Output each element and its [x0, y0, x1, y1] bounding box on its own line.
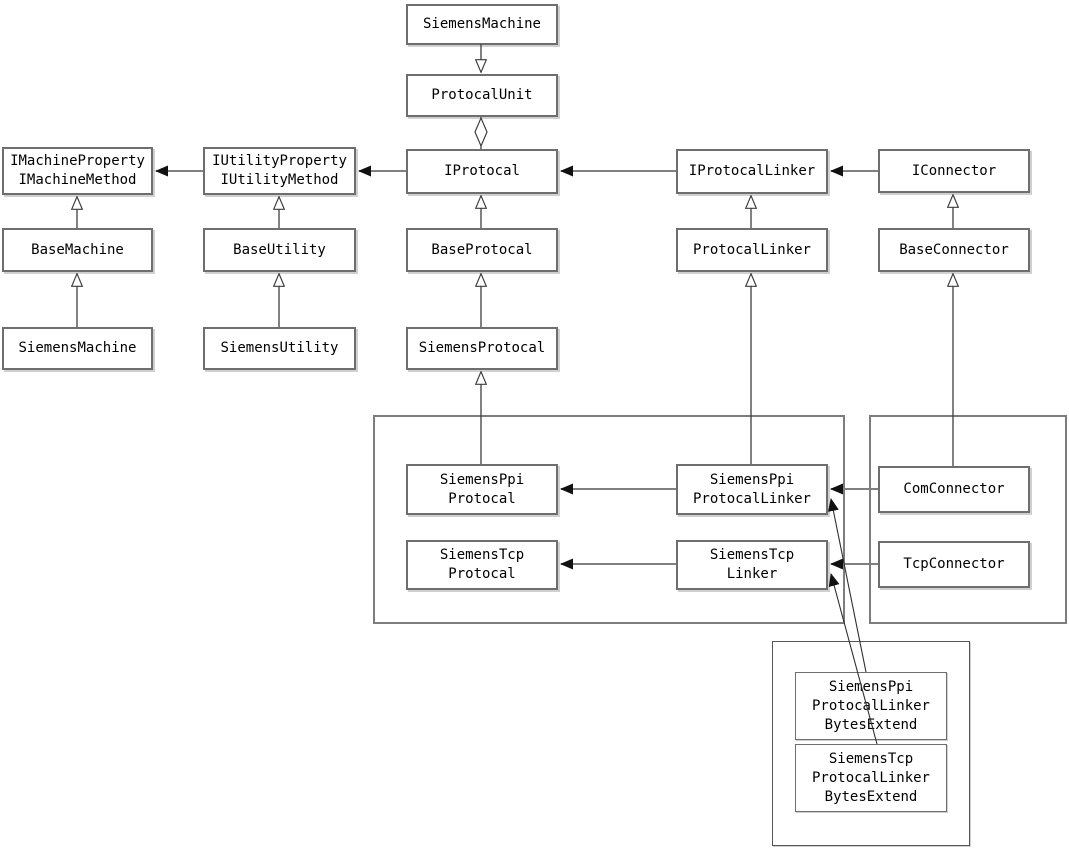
class-label: SiemensPpi	[709, 471, 795, 488]
class-box-siemens-utility	[203, 327, 356, 370]
class-label: Protocal	[448, 566, 516, 582]
aggregation-edge-protocalunit-iprotocal	[475, 117, 487, 149]
class-label: SiemensProtocal	[418, 340, 546, 356]
class-box-siemens-ppi-protocal-linker-bytes-extend	[795, 672, 947, 740]
class-label: BytesExtend	[824, 788, 918, 805]
class-box-iconnector	[878, 149, 1030, 193]
class-box-base-machine	[2, 228, 153, 272]
class-label: IUtilityMethod	[220, 172, 339, 188]
class-label: SiemensMachine	[18, 340, 137, 356]
class-box-iutility-property-method	[203, 147, 356, 195]
class-label: TcpConnector	[903, 556, 1005, 572]
aggregation-diamond-icon	[475, 118, 487, 146]
class-label: IConnector	[911, 162, 997, 179]
class-box-siemens-tcp-linker	[676, 540, 828, 590]
class-label: SiemensTcp	[709, 547, 795, 563]
class-label: ComConnector	[903, 481, 1005, 497]
class-box-siemens-ppi-protocal-linker	[676, 464, 828, 515]
class-label: SiemensTcp	[439, 547, 525, 563]
class-box-protocal-linker	[676, 228, 828, 272]
class-label: SiemensPpi	[439, 471, 525, 488]
group-box-protocal-linker-pairs	[373, 415, 845, 624]
class-box-siemens-protocal	[406, 327, 558, 370]
class-label: ProtocalLinker	[811, 769, 930, 786]
class-box-iprotocal	[406, 149, 558, 194]
class-label: IMachineMethod	[18, 172, 137, 188]
class-box-iprotocal-linker	[676, 149, 828, 194]
class-box-base-utility	[203, 228, 356, 272]
class-label: BaseConnector	[899, 241, 1009, 258]
class-box-base-protocal	[406, 228, 558, 272]
class-label: BytesExtend	[824, 716, 918, 733]
class-label: IMachineProperty	[10, 153, 145, 169]
class-label: ProtocalLinker	[811, 697, 930, 714]
class-label: ProtocalUnit	[431, 87, 533, 103]
class-box-protocal-unit	[406, 74, 558, 117]
class-box-com-connector	[878, 466, 1030, 513]
class-box-siemens-tcp-protocal-linker-bytes-extend	[795, 744, 947, 812]
class-label: IUtilityProperty	[212, 153, 347, 169]
class-label: SiemensPpi	[828, 678, 914, 695]
class-box-tcp-connector	[878, 541, 1030, 588]
class-label: ProtocalLinker	[692, 490, 811, 507]
class-box-base-connector	[878, 228, 1030, 272]
class-label: SiemensTcp	[828, 750, 914, 767]
class-label: SiemensUtility	[220, 340, 339, 356]
class-box-siemens-machine-unit	[406, 4, 558, 45]
class-box-siemens-machine	[2, 327, 153, 370]
class-label: BaseProtocal	[431, 241, 533, 258]
class-label: Linker	[726, 566, 778, 582]
class-box-siemens-ppi-protocal	[406, 464, 558, 515]
class-label: IProtocalLinker	[688, 163, 816, 179]
class-label: BaseMachine	[31, 241, 124, 258]
class-label: Protocal	[448, 490, 516, 507]
class-label: SiemensMachine	[422, 16, 541, 32]
class-label: BaseUtility	[233, 241, 326, 258]
class-box-imachine-property-method	[2, 147, 153, 195]
class-label: IProtocal	[444, 163, 520, 179]
group-box-connectors	[869, 415, 1067, 624]
class-label: ProtocalLinker	[692, 241, 811, 258]
class-box-siemens-tcp-protocal	[406, 540, 558, 590]
